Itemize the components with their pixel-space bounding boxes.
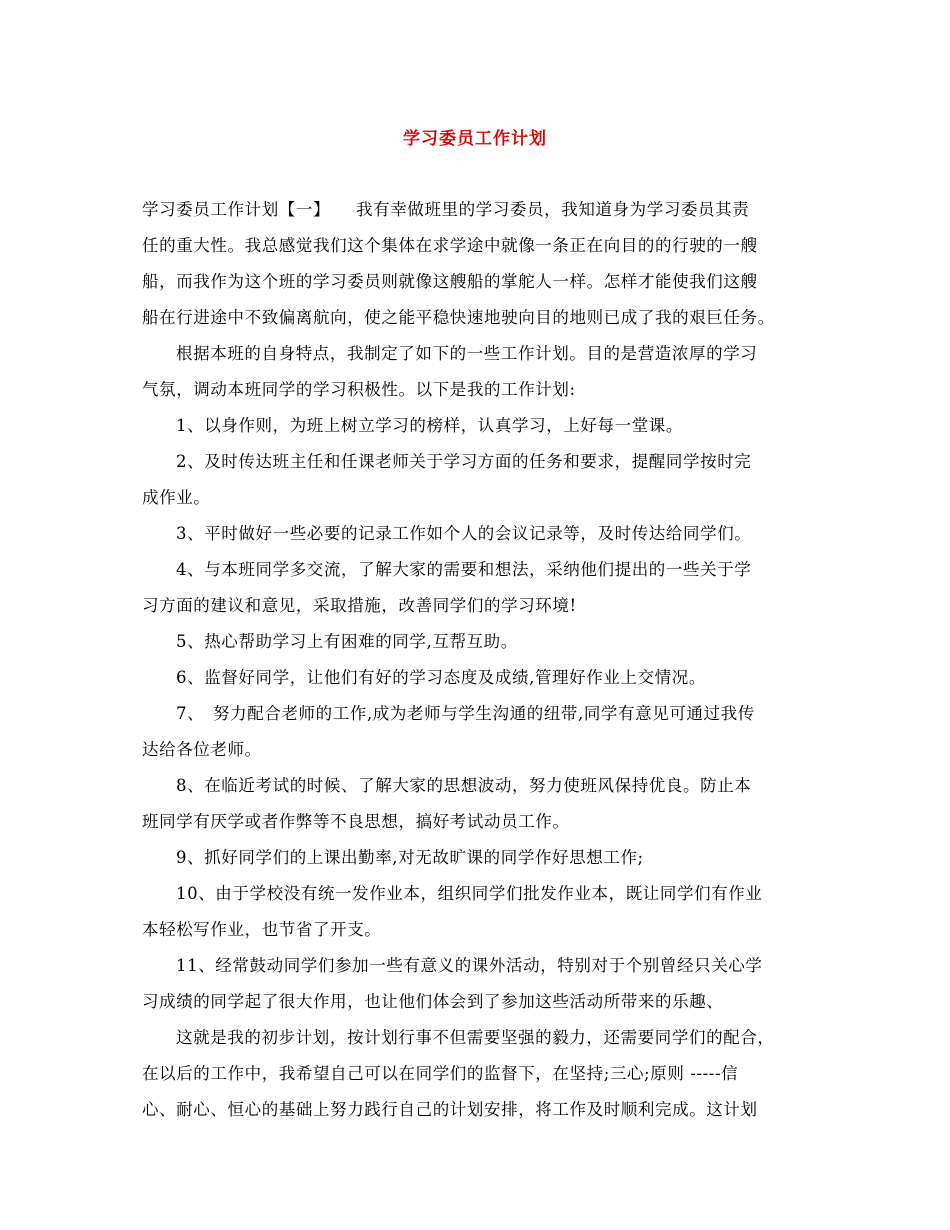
list-item-2-cont: 成作业。 — [142, 488, 211, 507]
list-item-1: 1、以身作则，为班上树立学习的榜样，认真学习，上好每一堂课。 — [176, 416, 683, 435]
text-line-5: 根据本班的自身特点，我制定了如下的一些工作计划。目的是营造浓厚的学习 — [176, 344, 758, 363]
list-item-4: 4、与本班同学多交流，了解大家的需要和想法，采纳他们提出的一些关于学 — [176, 560, 752, 579]
list-item-4-cont: 习方面的建议和意见，采取措施，改善同学们的学习环境! — [142, 596, 577, 615]
list-item-8: 8、在临近考试的时候、了解大家的思想波动，努力使班风保持优良。防止本 — [176, 776, 752, 795]
list-item-7-cont: 达给各位老师。 — [142, 740, 262, 759]
closing-line-1: 这就是我的初步计划，按计划行事不但需要坚强的毅力，还需要同学们的配合， — [176, 1028, 775, 1047]
document-title: 学习委员工作计划 — [403, 129, 547, 149]
list-item-11-cont: 习成绩的同学起了很大作用，也让他们体会到了参加这些活动所带来的乐趣、 — [142, 992, 724, 1011]
list-item-11: 11、经常鼓动同学们参加一些有意义的课外活动，特别对于个别曾经只关心学 — [176, 956, 763, 975]
list-item-8-cont: 班同学有厌学或者作弊等不良思想，搞好考试动员工作。 — [142, 812, 570, 831]
list-item-10: 10、由于学校没有统一发作业本，组织同学们批发作业本，既让同学们有作业 — [176, 884, 763, 903]
text-line-4: 船在行进途中不致偏离航向，使之能平稳快速地驶向目的地则已成了我的艰巨任务。 — [142, 308, 775, 327]
list-item-5: 5、热心帮助学习上有困难的同学,互帮互助。 — [176, 632, 518, 651]
text-line-2: 任的重大性。我总感觉我们这个集体在求学途中就像一条正在向目的的行驶的一艘 — [142, 236, 758, 255]
list-item-9: 9、抓好同学们的上课出勤率,对无故旷课的同学作好思想工作; — [176, 848, 644, 867]
text-line-6: 气氛，调动本班同学的学习积极性。以下是我的工作计划: — [142, 380, 576, 399]
text-line-3: 船，而我作为这个班的学习委员则就像这艘船的掌舵人一样。怎样才能使我们这艘 — [142, 272, 758, 291]
list-item-2: 2、及时传达班主任和任课老师关于学习方面的任务和要求，提醒同学按时完 — [176, 452, 752, 471]
list-item-10-cont: 本轻松写作业，也节省了开支。 — [142, 920, 382, 939]
closing-line-2: 在以后的工作中，我希望自己可以在同学们的监督下，在坚持;三心;原则 -----信 — [142, 1064, 739, 1083]
list-item-3: 3、平时做好一些必要的记录工作如个人的会议记录等，及时传达给同学们。 — [176, 524, 752, 543]
list-item-6: 6、监督好同学，让他们有好的学习态度及成绩,管理好作业上交情况。 — [176, 668, 706, 687]
closing-line-3: 心、耐心、恒心的基础上努力践行自己的计划安排，将工作及时顺利完成。这计划 — [142, 1100, 758, 1119]
text-line-1: 学习委员工作计划【一】 我有幸做班里的学习委员，我知道身为学习委员其责 — [142, 200, 750, 219]
list-item-7: 7、 努力配合老师的工作,成为老师与学生沟通的纽带,同学有意见可通过我传 — [176, 704, 755, 723]
